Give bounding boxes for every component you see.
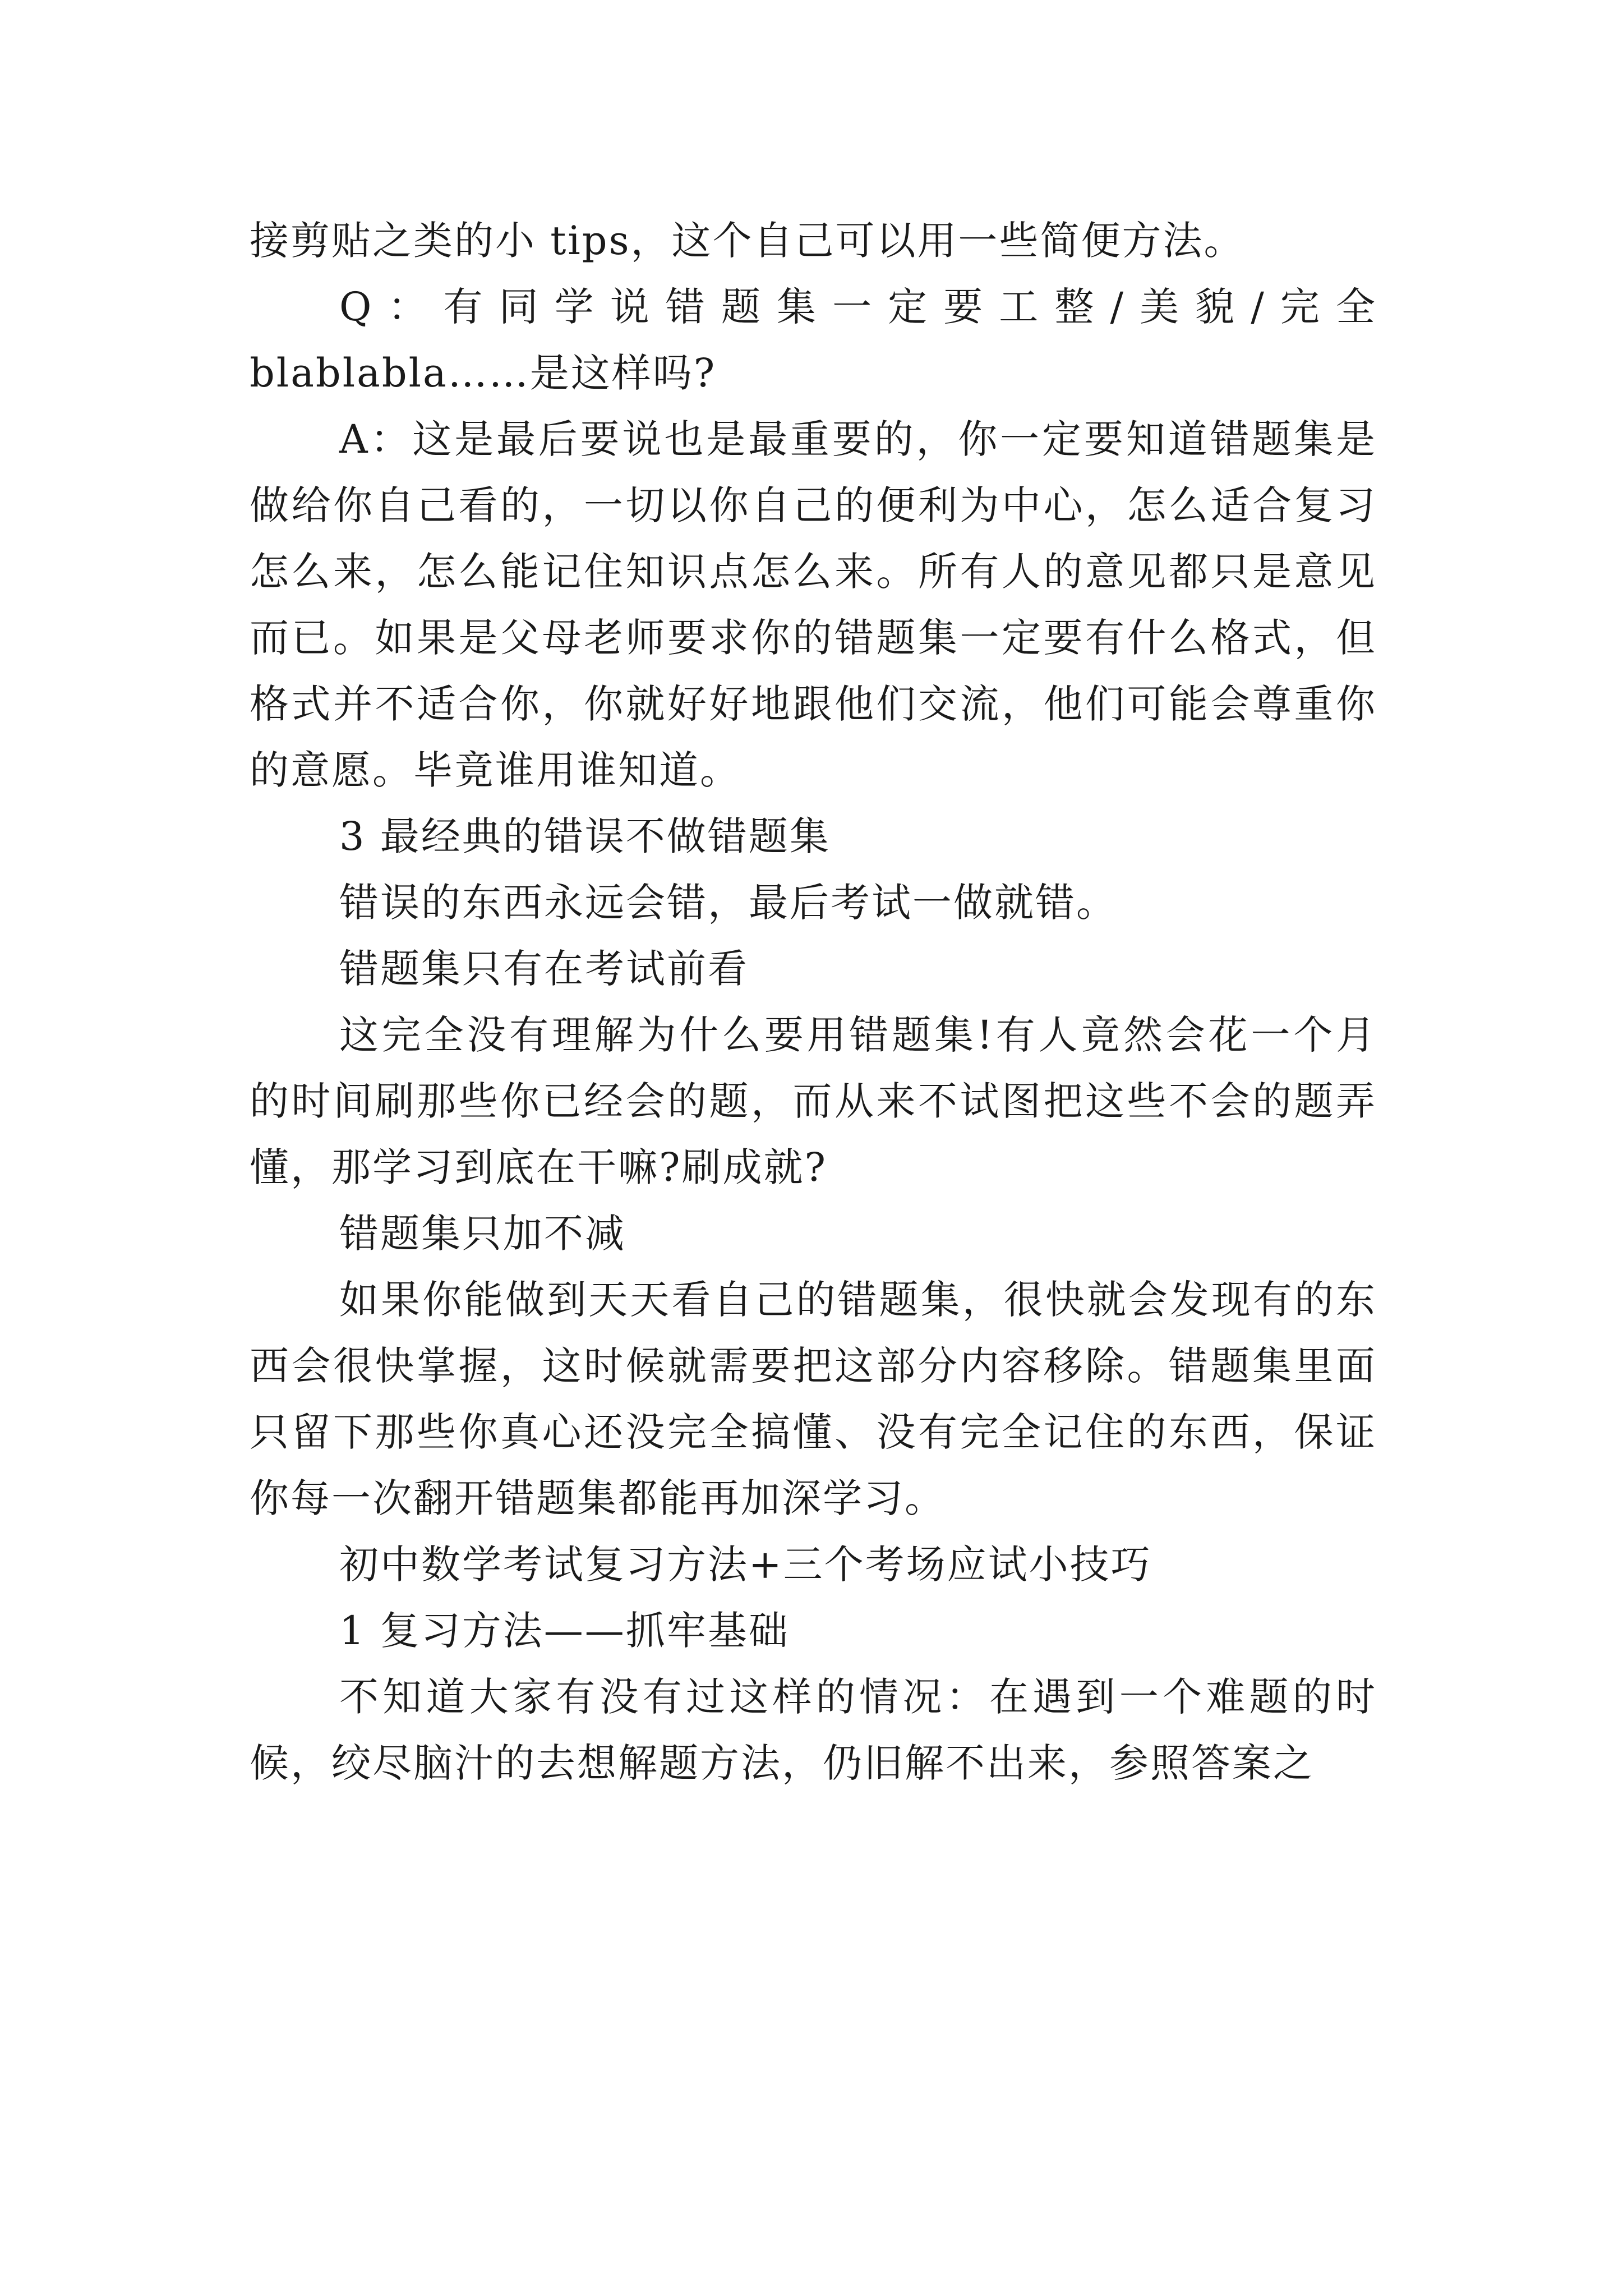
paragraph-question: Q：有同学说错题集一定要工整/美貌/完全 blablabla……是这样吗? <box>250 284 1377 396</box>
subheading-review-method: 1 复习方法——抓牢基础 <box>339 1608 790 1654</box>
paragraph-remove-mastered: 如果你能做到天天看自己的错题集，很快就会发现有的东西会很快掌握，这时候就需要把这部分内容移除。错题集里面只留下那些你真心还没完全搞懂、没有完全记住的东西，保证你每一次翻开错题集都能再加深学习。 <box>250 1277 1377 1521</box>
paragraph-mistake-repeat: 错误的东西永远会错，最后考试一做就错。 <box>339 880 1117 926</box>
paragraph-misunderstanding: 这完全没有理解为什么要用错题集!有人竟然会花一个月的时间刷那些你已经会的题，而从来不试图把这些不会的题弄懂，那学习到底在干嘛?刷成就? <box>250 1012 1377 1190</box>
paragraph-continuation: 接剪贴之类的小 tips，这个自己可以用一些简便方法。 <box>250 218 1245 264</box>
document-body <box>250 208 1377 1796</box>
section-heading-classic-mistake: 3 最经典的错误不做错题集 <box>339 813 831 859</box>
paragraph-answer: A：这是最后要说也是最重要的，你一定要知道错题集是做给你自己看的，一切以你自己的便利为中心，怎么适合复习怎么来，怎么能记住知识点怎么来。所有人的意见都只是意见而已。如果是父母老师要求你的错题集一定要有什么格式，但格式并不适合你，你就好好地跟他们交流，他们可能会尊重你的意愿。毕竟谁用谁知道。 <box>250 416 1377 793</box>
section-heading-math-review: 初中数学考试复习方法+三个考场应试小技巧 <box>339 1542 1152 1588</box>
subheading-only-add: 错题集只加不减 <box>339 1211 626 1257</box>
subheading-only-before-exam: 错题集只有在考试前看 <box>339 946 749 992</box>
paragraph-hard-problem: 不知道大家有没有过这样的情况：在遇到一个难题的时候，绞尽脑汁的去想解题方法，仍旧解不出来，参照答案之 <box>250 1674 1377 1786</box>
